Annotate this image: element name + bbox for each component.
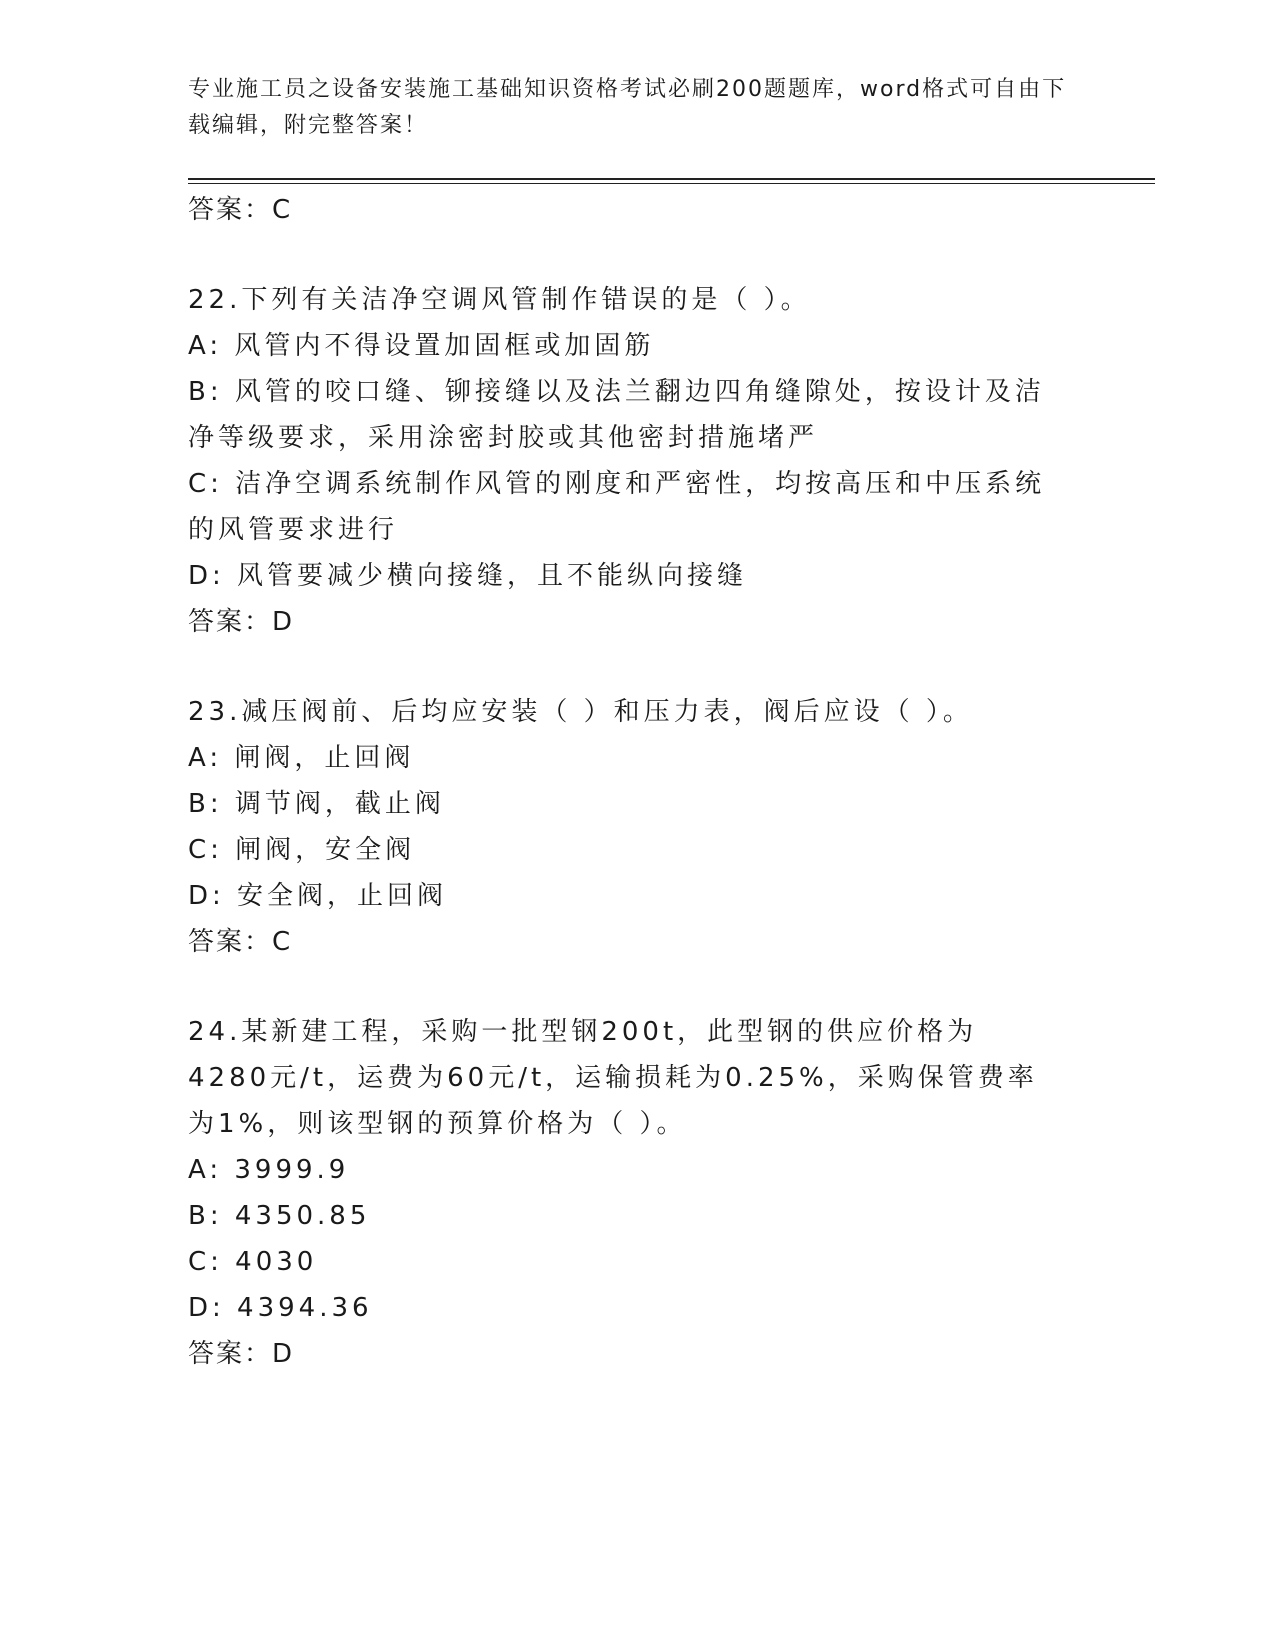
- answer-line: 答案：C: [188, 927, 293, 957]
- question-stem: 24.某新建工程，采购一批型钢200t，此型钢的供应价格为4280元/t，运费为60元/t，运输损耗为0.25%，采购保管费率为1%，则该型钢的预算价格为（ ）。: [188, 1017, 1038, 1139]
- document-header: [188, 72, 1068, 144]
- answer-line: 答案：D: [188, 1339, 295, 1369]
- option-a: A: 风管内不得设置加固框或加固筋: [188, 331, 655, 361]
- option-d: D: 4394.36: [188, 1293, 373, 1323]
- option-b: B: 调节阀，截止阀: [188, 789, 445, 819]
- option-b: B: 风管的咬口缝、铆接缝以及法兰翻边四角缝隙处，按设计及洁净等级要求，采用涂密封胶或其他密封措施堵严: [188, 377, 1045, 453]
- option-b: B: 4350.85: [188, 1201, 371, 1231]
- document-title: 专业施工员之设备安装施工基础知识资格考试必刷200题题库，word格式可自由下载编辑，附完整答案！: [188, 77, 1067, 138]
- answer-line: 答案：C: [188, 195, 293, 225]
- question-stem: 22.下列有关洁净空调风管制作错误的是（ ）。: [188, 285, 811, 315]
- header-divider-thin: [188, 183, 1155, 184]
- option-d: D: 安全阀，止回阀: [188, 881, 448, 911]
- document-content: [188, 187, 1088, 1377]
- option-d: D: 风管要减少横向接缝，且不能纵向接缝: [188, 561, 748, 591]
- question-24: [188, 1009, 1088, 1377]
- answer-line: 答案：D: [188, 607, 295, 637]
- option-a: A: 3999.9: [188, 1155, 350, 1185]
- question-23: [188, 689, 1088, 965]
- question-stem: 23.减压阀前、后均应安装（ ）和压力表，阀后应设（ ）。: [188, 697, 973, 727]
- option-c: C: 4030: [188, 1247, 318, 1277]
- option-a: A: 闸阀，止回阀: [188, 743, 415, 773]
- option-c: C: 闸阀，安全阀: [188, 835, 416, 865]
- header-divider-thick: [188, 178, 1155, 180]
- option-c: C: 洁净空调系统制作风管的刚度和严密性，均按高压和中压系统的风管要求进行: [188, 469, 1046, 545]
- question-22: [188, 277, 1088, 645]
